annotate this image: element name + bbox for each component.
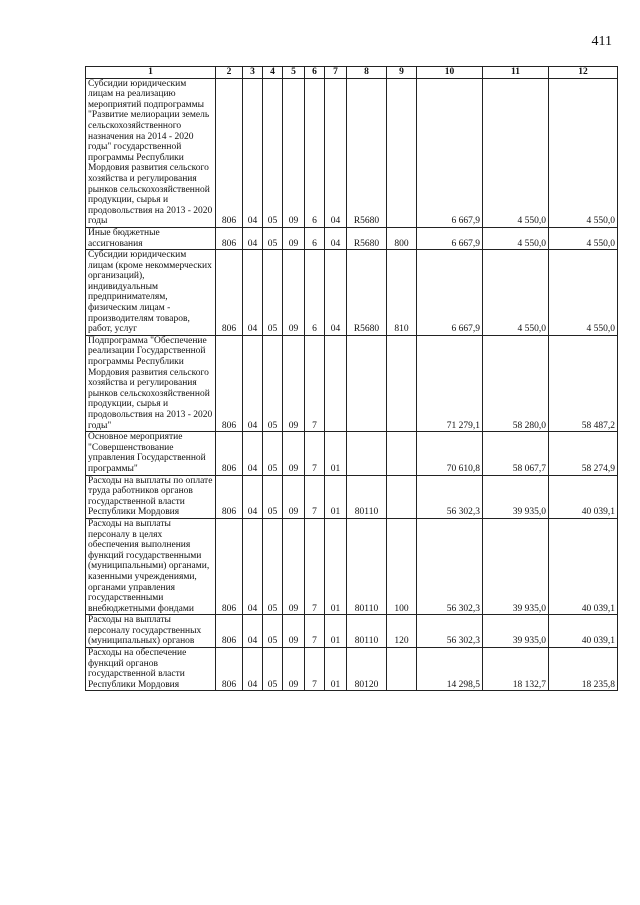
type-code-cell: 120 <box>387 615 417 648</box>
amount-year-3-cell: 40 039,1 <box>549 615 618 648</box>
program-code-cell: 09 <box>283 615 305 648</box>
subsection-cell: 05 <box>263 432 283 475</box>
amount-year-3-cell: 58 274,9 <box>549 432 618 475</box>
amount-year-2-cell: 4 550,0 <box>483 78 549 227</box>
table-row <box>86 475 618 518</box>
subprogram-code-cell: 7 <box>305 518 325 614</box>
row-description: Расходы на обеспечение функций органов государственной власти Республики Мордовия <box>86 648 216 691</box>
activity-code-cell <box>325 335 347 431</box>
table-row <box>86 615 618 648</box>
header-cell: 11 <box>483 67 549 79</box>
section-cell: 04 <box>243 78 263 227</box>
amount-year-1-cell: 56 302,3 <box>417 615 483 648</box>
amount-year-1-cell: 6 667,9 <box>417 227 483 249</box>
row-description: Субсидии юридическим лицам на реализацию мероприятий подпрограммы "Развитие мелиорации земель сельскохозяйственного назначения на 2014 - 2020 годы" государственной программы Республики Мордовия развития сельского хозяйства и регулирования рынков сельскохозяйственной продукции, сырья и продовольствия на 2013 - 2020 годы <box>86 78 216 227</box>
subprogram-code-cell: 7 <box>305 475 325 518</box>
activity-code-cell: 04 <box>325 250 347 336</box>
row-description: Расходы на выплаты персоналу в целях обеспечения выполнения функций государственными (муниципальными) органами, казенными учреждениями, органами управления государственными внебюджетными фондами <box>86 518 216 614</box>
amount-year-2-cell: 4 550,0 <box>483 250 549 336</box>
expense-code-cell: 80110 <box>347 518 387 614</box>
type-code-cell: 800 <box>387 227 417 249</box>
table-row <box>86 648 618 691</box>
amount-year-3-cell: 18 235,8 <box>549 648 618 691</box>
activity-code-cell: 01 <box>325 615 347 648</box>
admin-code-cell: 806 <box>216 475 243 518</box>
row-description: Расходы на выплаты персоналу государственных (муниципальных) органов <box>86 615 216 648</box>
program-code-cell: 09 <box>283 475 305 518</box>
type-code-cell <box>387 78 417 227</box>
subsection-cell: 05 <box>263 78 283 227</box>
subprogram-code-cell: 6 <box>305 227 325 249</box>
admin-code-cell: 806 <box>216 250 243 336</box>
row-description: Подпрограмма "Обеспечение реализации Государственной программы Республики Мордовия развития сельского хозяйства и регулирования рынков сельскохозяйственной продукции, сырья и продовольствия на 2013 - 2020 годы" <box>86 335 216 431</box>
table-body <box>86 78 618 691</box>
amount-year-1-cell: 71 279,1 <box>417 335 483 431</box>
header-cell: 6 <box>305 67 325 79</box>
program-code-cell: 09 <box>283 648 305 691</box>
budget-table <box>85 66 618 691</box>
table-row <box>86 518 618 614</box>
subsection-cell: 05 <box>263 475 283 518</box>
admin-code-cell: 806 <box>216 78 243 227</box>
expense-code-cell <box>347 335 387 431</box>
subprogram-code-cell: 7 <box>305 615 325 648</box>
page-number: 411 <box>591 34 612 49</box>
amount-year-1-cell: 56 302,3 <box>417 475 483 518</box>
amount-year-3-cell: 40 039,1 <box>549 475 618 518</box>
section-cell: 04 <box>243 432 263 475</box>
admin-code-cell: 806 <box>216 615 243 648</box>
activity-code-cell: 01 <box>325 432 347 475</box>
amount-year-2-cell: 39 935,0 <box>483 615 549 648</box>
activity-code-cell: 04 <box>325 78 347 227</box>
program-code-cell: 09 <box>283 518 305 614</box>
amount-year-1-cell: 6 667,9 <box>417 250 483 336</box>
amount-year-1-cell: 70 610,8 <box>417 432 483 475</box>
section-cell: 04 <box>243 227 263 249</box>
table-row <box>86 335 618 431</box>
admin-code-cell: 806 <box>216 432 243 475</box>
program-code-cell: 09 <box>283 250 305 336</box>
section-cell: 04 <box>243 648 263 691</box>
expense-code-cell: R5680 <box>347 78 387 227</box>
expense-code-cell: R5680 <box>347 250 387 336</box>
expense-code-cell: 80120 <box>347 648 387 691</box>
amount-year-3-cell: 4 550,0 <box>549 250 618 336</box>
subsection-cell: 05 <box>263 518 283 614</box>
subsection-cell: 05 <box>263 615 283 648</box>
header-cell: 3 <box>243 67 263 79</box>
program-code-cell: 09 <box>283 335 305 431</box>
amount-year-2-cell: 39 935,0 <box>483 475 549 518</box>
table-row <box>86 432 618 475</box>
amount-year-3-cell: 4 550,0 <box>549 78 618 227</box>
expense-code-cell <box>347 432 387 475</box>
type-code-cell <box>387 475 417 518</box>
section-cell: 04 <box>243 518 263 614</box>
amount-year-2-cell: 58 280,0 <box>483 335 549 431</box>
header-cell: 1 <box>86 67 216 79</box>
amount-year-3-cell: 40 039,1 <box>549 518 618 614</box>
activity-code-cell: 01 <box>325 475 347 518</box>
activity-code-cell: 01 <box>325 648 347 691</box>
header-row <box>86 67 618 79</box>
amount-year-3-cell: 58 487,2 <box>549 335 618 431</box>
type-code-cell <box>387 648 417 691</box>
header-cell: 9 <box>387 67 417 79</box>
amount-year-1-cell: 6 667,9 <box>417 78 483 227</box>
row-description: Иные бюджетные ассигнования <box>86 227 216 249</box>
program-code-cell: 09 <box>283 78 305 227</box>
header-cell: 7 <box>325 67 347 79</box>
subprogram-code-cell: 7 <box>305 648 325 691</box>
header-cell: 4 <box>263 67 283 79</box>
subsection-cell: 05 <box>263 335 283 431</box>
program-code-cell: 09 <box>283 227 305 249</box>
section-cell: 04 <box>243 475 263 518</box>
type-code-cell: 100 <box>387 518 417 614</box>
table-row <box>86 227 618 249</box>
activity-code-cell: 04 <box>325 227 347 249</box>
amount-year-3-cell: 4 550,0 <box>549 227 618 249</box>
header-cell: 8 <box>347 67 387 79</box>
section-cell: 04 <box>243 615 263 648</box>
admin-code-cell: 806 <box>216 518 243 614</box>
subprogram-code-cell: 6 <box>305 250 325 336</box>
header-cell: 5 <box>283 67 305 79</box>
amount-year-2-cell: 39 935,0 <box>483 518 549 614</box>
table-row <box>86 250 618 336</box>
amount-year-2-cell: 18 132,7 <box>483 648 549 691</box>
section-cell: 04 <box>243 250 263 336</box>
expense-code-cell: 80110 <box>347 615 387 648</box>
admin-code-cell: 806 <box>216 227 243 249</box>
row-description: Субсидии юридическим лицам (кроме некоммерческих организаций), индивидуальным предпринимателям, физическим лицам - производителям товаров, работ, услуг <box>86 250 216 336</box>
type-code-cell: 810 <box>387 250 417 336</box>
expense-code-cell: 80110 <box>347 475 387 518</box>
amount-year-1-cell: 14 298,5 <box>417 648 483 691</box>
header-cell: 10 <box>417 67 483 79</box>
expense-code-cell: R5680 <box>347 227 387 249</box>
subprogram-code-cell: 6 <box>305 78 325 227</box>
row-description: Основное мероприятие "Совершенствование управления Государственной программы" <box>86 432 216 475</box>
activity-code-cell: 01 <box>325 518 347 614</box>
amount-year-2-cell: 58 067,7 <box>483 432 549 475</box>
table-row <box>86 78 618 227</box>
subsection-cell: 05 <box>263 227 283 249</box>
section-cell: 04 <box>243 335 263 431</box>
amount-year-1-cell: 56 302,3 <box>417 518 483 614</box>
admin-code-cell: 806 <box>216 335 243 431</box>
type-code-cell <box>387 432 417 475</box>
type-code-cell <box>387 335 417 431</box>
subsection-cell: 05 <box>263 250 283 336</box>
row-description: Расходы на выплаты по оплате труда работников органов государственной власти Республики Мордовия <box>86 475 216 518</box>
admin-code-cell: 806 <box>216 648 243 691</box>
header-cell: 2 <box>216 67 243 79</box>
subsection-cell: 05 <box>263 648 283 691</box>
program-code-cell: 09 <box>283 432 305 475</box>
subprogram-code-cell: 7 <box>305 432 325 475</box>
header-cell: 12 <box>549 67 618 79</box>
amount-year-2-cell: 4 550,0 <box>483 227 549 249</box>
subprogram-code-cell: 7 <box>305 335 325 431</box>
